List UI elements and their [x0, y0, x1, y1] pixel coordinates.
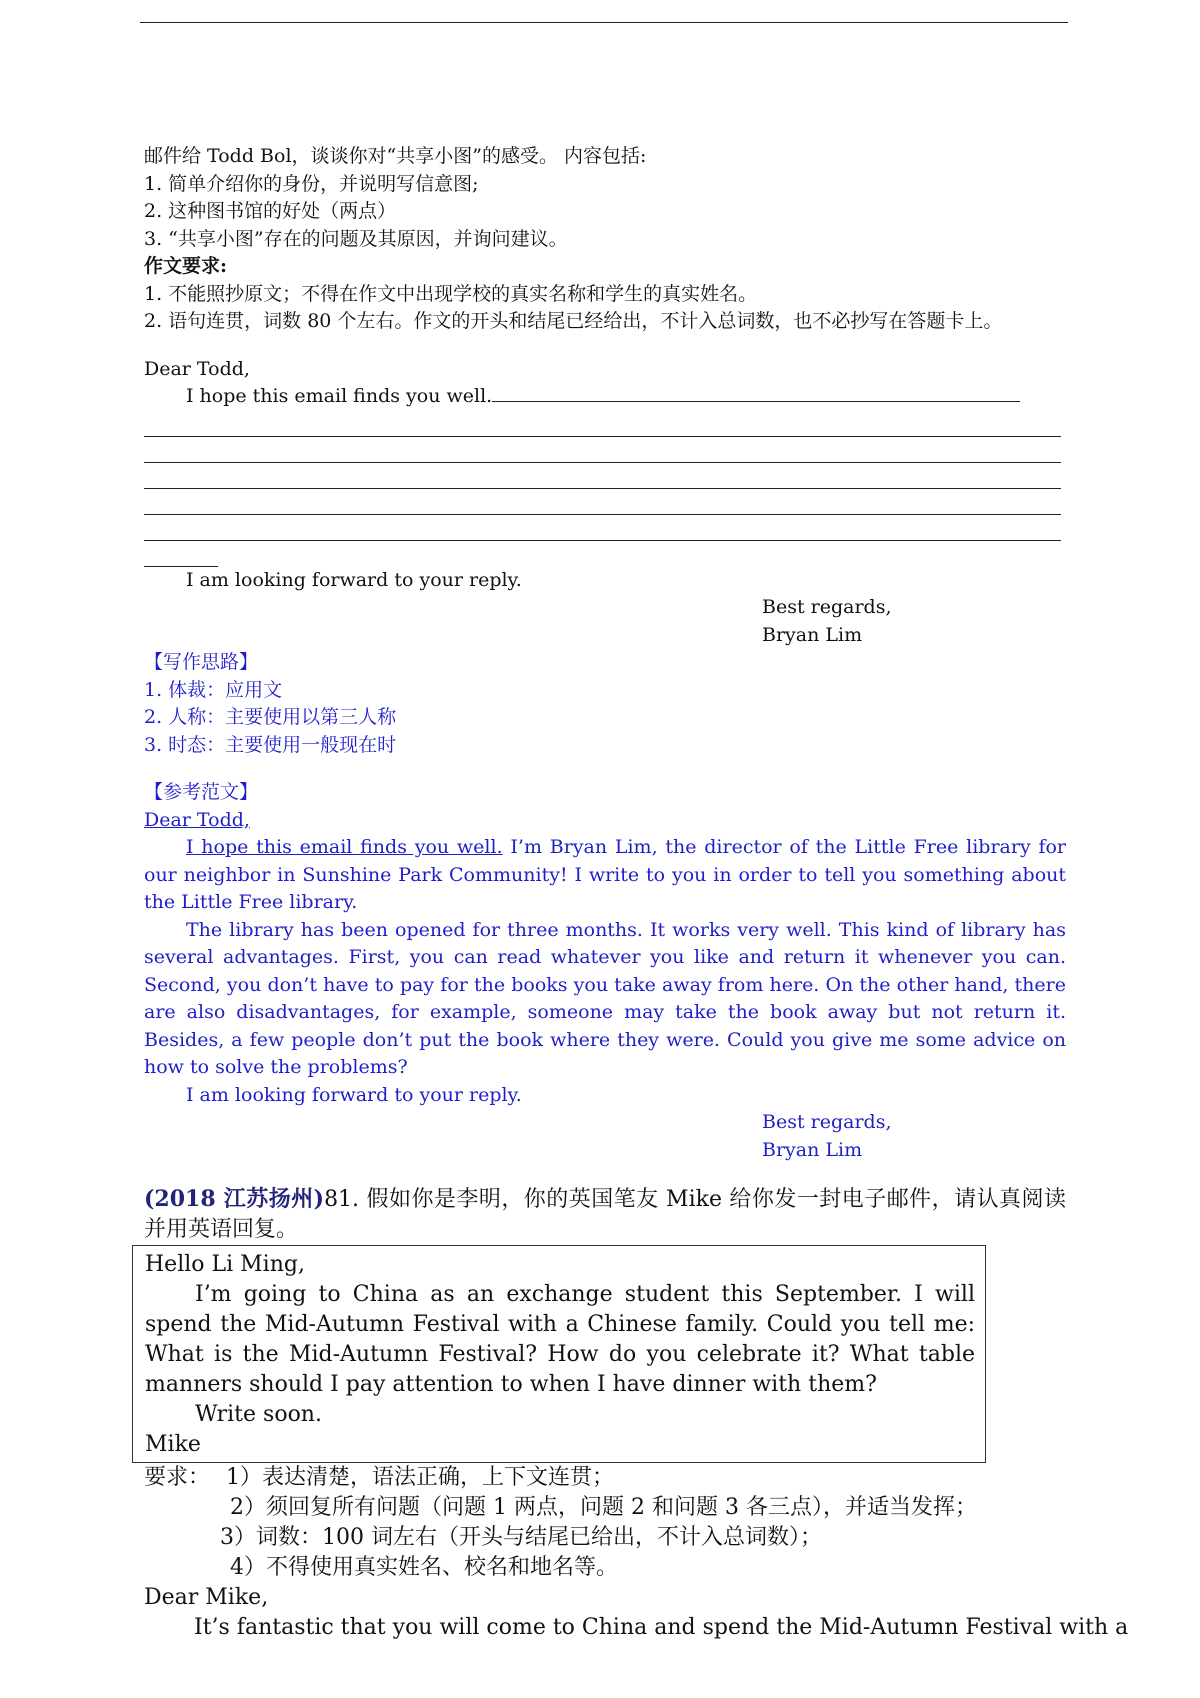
sample-opening-underlined: I hope this email finds you well. [186, 836, 503, 858]
letter-greeting: Dear Todd, [144, 357, 250, 380]
sample-sign-off: Best regards, [762, 1111, 892, 1133]
email-greeting: Hello Li Ming, [145, 1252, 305, 1277]
email-signature: Mike [145, 1432, 201, 1457]
task-point: 2. 这种图书馆的好处（两点） [144, 200, 397, 222]
writing-idea-item: 3. 时态：主要使用一般现在时 [144, 733, 397, 756]
question-text: 81. 假如你是李明，你的英国笔友 Mike 给你发一封电子邮件，请认真阅读并用英语回复。 [144, 1187, 1066, 1242]
spacer [144, 759, 1066, 779]
sample-closing: I am looking forward to your reply. [186, 1083, 522, 1106]
writing-idea-item: 1. 体裁：应用文 [144, 678, 283, 701]
reply-greeting: Dear Mike, [144, 1585, 269, 1610]
answer-blank-line [144, 489, 1061, 515]
answer-blank-line [144, 515, 1061, 541]
sample-signature: Bryan Lim [762, 1138, 863, 1161]
sample-paragraph-1-text: I’m Bryan Lim, the director of the Little Free library for our neighbor in Sunshine Park Community! I write to you in order to tell you something about the Little Free library. [144, 836, 1067, 913]
writing-ideas-heading: 【写作思路】 [144, 651, 259, 673]
answer-blank-line [144, 437, 1061, 463]
spacer [144, 336, 1066, 356]
letter-closing: I am looking forward to your reply. [186, 568, 522, 591]
question-81-prompt [144, 1184, 1066, 1245]
sample-paragraph-1 [144, 834, 1066, 917]
writing-idea-item: 2. 人称：主要使用以第三人称 [144, 706, 397, 728]
letter-sign-off: Best regards, [762, 596, 892, 618]
requirement-item: 3）词数：100 词左右（开头与结尾已给出，不计入总词数）； [220, 1525, 822, 1550]
sample-heading: 【参考范文】 [144, 781, 259, 803]
question-source: (2018 江苏扬州) [144, 1186, 325, 1212]
requirements-label: 要求： [144, 1465, 211, 1490]
letter-signature: Bryan Lim [762, 623, 863, 646]
header-rule [140, 22, 1068, 23]
reply-start: It’s fantastic that you will come to China and spend the Mid-Autumn Festival with a [194, 1615, 1129, 1640]
requirement-item: 2）须回复所有问题（问题 1 两点，问题 2 和问题 3 各三点），并适当发挥； [230, 1495, 977, 1520]
requirement-item: 1）表达清楚，语法正确，上下文连贯； [226, 1465, 615, 1490]
sample-greeting: Dear Todd, [144, 808, 250, 831]
requirements-heading: 作文要求: [144, 255, 228, 277]
letter-opening-line [144, 383, 1066, 411]
answer-blank-line [144, 463, 1061, 489]
mike-email-box [132, 1245, 986, 1463]
answer-blank [492, 383, 1020, 402]
task-intro: 邮件给 Todd Bol，谈谈你对“共享小图”的感受。 内容包括: [144, 145, 647, 167]
answer-blank-line [144, 411, 1061, 437]
letter-opening: I hope this email finds you well. [186, 385, 493, 407]
email-closing: Write soon. [195, 1402, 322, 1427]
sample-paragraph-2: The library has been opened for three months. It works very well. This kind of library has several advantages. First, you can read whatever you like and return it whenever you can. Second, you don’t have to pay for the books you take away from here. On the other hand, there are also disadvantages, for example, someone may take the book away but not return it. Besides, a few people don’t put the book where they were. Could you give me some advice on how to solve the problems? [144, 918, 1066, 1078]
task-point: 1. 简单介绍你的身份，并说明写信意图; [144, 172, 479, 195]
spacer [144, 1164, 1066, 1184]
requirement-item: 4）不得使用真实姓名、校名和地名等。 [230, 1555, 618, 1580]
document-page [144, 143, 1129, 1643]
task-point: 3. “共享小图”存在的问题及其原因，并询问建议。 [144, 227, 568, 250]
requirement-item: 1. 不能照抄原文；不得在作文中出现学校的真实名称和学生的真实姓名。 [144, 282, 758, 305]
email-body: I’m going to China as an exchange student this September. I will spend the Mid-Autumn Festival with a Chinese family. Could you tell me: What is the Mid-Autumn Festival? How do you celebrate it? What table manners should I pay attention to when I have dinner with them? [145, 1282, 975, 1397]
requirement-item: 2. 语句连贯，词数 80 个左右。作文的开头和结尾已经给出，不计入总词数，也不必抄写在答题卡上。 [144, 310, 1003, 332]
requirement-line [144, 1463, 1066, 1493]
answer-blank-line [144, 541, 218, 567]
